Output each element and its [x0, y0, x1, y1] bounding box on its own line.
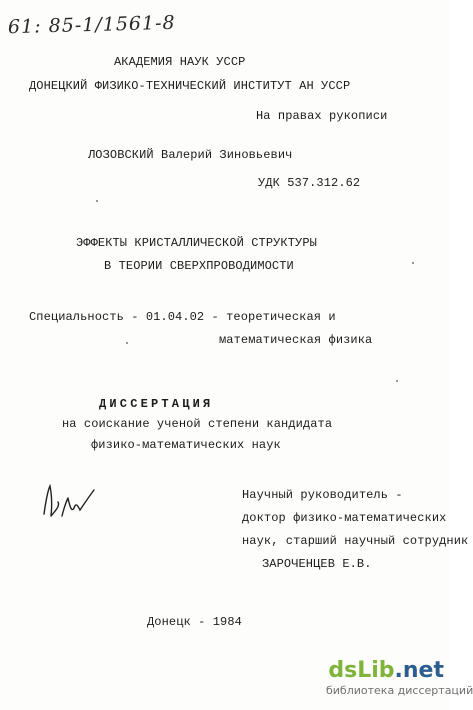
title-line-2: В ТЕОРИИ СВЕРХПРОВОДИМОСТИ: [104, 259, 294, 273]
document-type: ДИССЕРТАЦИЯ: [99, 397, 214, 411]
institution-line-1: АКАДЕМИЯ НАУК УССР: [114, 55, 246, 69]
logo-part-2: .net: [394, 658, 444, 683]
scan-speck: [412, 262, 414, 264]
institution-line-2: ДОНЕЦКИЙ ФИЗИКО-ТЕХНИЧЕСКИЙ ИНСТИТУТ АН УССР: [29, 79, 351, 93]
watermark-subtitle: библиотека диссертаций: [326, 684, 473, 697]
author-name: ЛОЗОВСКИЙ Валерий Зиновьевич: [88, 148, 293, 162]
advisor-line-4: ЗАРОЧЕНЦЕВ Е.В.: [262, 557, 372, 571]
specialty-line-2: математическая физика: [219, 333, 373, 347]
place-and-year: Донецк - 1984: [147, 615, 242, 629]
archive-code-handwritten: 61: 85-1/1561-8: [7, 11, 176, 39]
scan-speck: [96, 200, 98, 202]
dslib-logo: [326, 658, 444, 684]
rights-note: На правах рукописи: [256, 109, 388, 123]
title-line-1: ЭФФЕКТЫ КРИСТАЛЛИЧЕСКОЙ СТРУКТУРЫ: [76, 236, 317, 250]
logo-part-1: dsLib: [328, 658, 395, 683]
advisor-line-3: наук, старший научный сотрудник: [242, 534, 469, 548]
scan-speck: [126, 342, 128, 344]
specialty-line-1: Специальность - 01.04.02 - теоретическая и: [29, 310, 336, 324]
scan-speck: [396, 380, 398, 382]
degree-line-1: на соискание ученой степени кандидата: [62, 417, 333, 431]
dslib-watermark: [326, 658, 473, 706]
advisor-line-1: Научный руководитель -: [242, 488, 403, 502]
udc-code: УДК 537.312.62: [258, 176, 361, 190]
signature-mark: [40, 476, 100, 526]
degree-line-2: физико-математических наук: [91, 438, 281, 452]
advisor-line-2: доктор физико-математических: [242, 511, 447, 525]
